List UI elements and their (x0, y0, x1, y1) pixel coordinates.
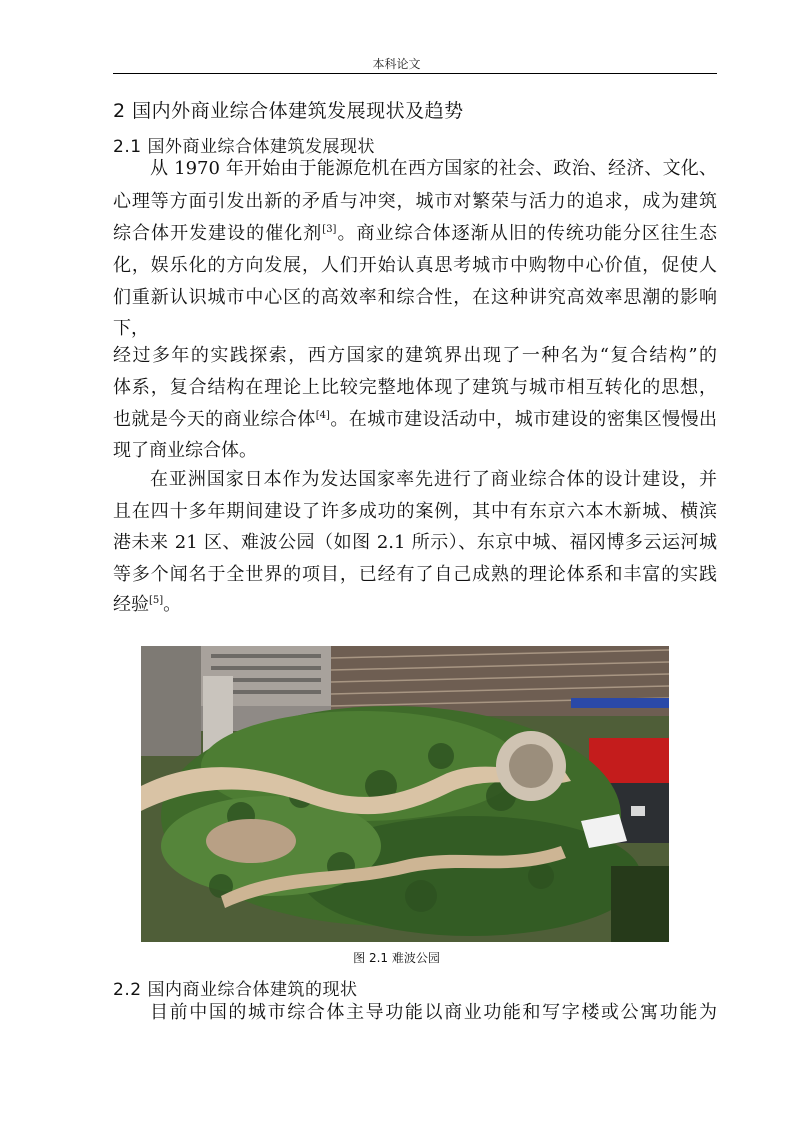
paragraph-line: 们重新认识城市中心区的高效率和综合性，在这种讲究高效率思潮的影响 (113, 287, 717, 308)
paragraph-line: 综合体开发建设的催化剂[3]。商业综合体逐渐从旧的传统功能分区往生态 (113, 223, 718, 244)
paragraph-line: 且在四十多年期间建设了许多成功的案例，其中有东京六本木新城、横滨 (113, 501, 717, 522)
paragraph-line: 化，娱乐化的方向发展，人们开始认真思考城市中购物中心价值，促使人 (113, 255, 717, 276)
running-header: 本科论文 (372, 57, 421, 71)
paragraph-line: 下， (113, 318, 149, 339)
chapter-heading: 2 国内外商业综合体建筑发展现状及趋势 (113, 100, 464, 122)
citation-ref: [4] (315, 410, 330, 421)
paragraph-line: 也就是今天的商业综合体[4]。在城市建设活动中，城市建设的密集区慢慢出 (113, 409, 718, 430)
aerial-photo-namba-parks (141, 646, 669, 942)
paragraph-line: 等多个闻名于全世界的项目，已经有了自己成熟的理论体系和丰富的实践 (113, 564, 717, 585)
paragraph-line: 从 1970 年开始由于能源危机在西方国家的社会、政治、经济、文化、 (150, 158, 717, 179)
paragraph-line: 港未来 21 区、难波公园（如图 2.1 所示）、东京中城、福冈博多云运河城 (113, 532, 717, 553)
citation-ref: [3] (322, 224, 337, 235)
paragraph-line: 经验[5]。 (113, 594, 182, 615)
figure-caption: 图 2.1 难波公园 (353, 951, 440, 965)
paragraph-line: 体系，复合结构在理论上比较完整地体现了建筑与城市相互转化的思想， (113, 377, 717, 398)
paragraph-line: 在亚洲国家日本作为发达国家率先进行了商业综合体的设计建设，并 (150, 469, 717, 490)
citation-ref: [5] (149, 595, 164, 606)
paragraph-line: 目前中国的城市综合体主导功能以商业功能和写字楼或公寓功能为 (150, 1002, 717, 1023)
section-heading-2-2: 2.2 国内商业综合体建筑的现状 (113, 980, 358, 1000)
paragraph-line: 现了商业综合体。 (113, 440, 257, 461)
paragraph-line: 经过多年的实践探索，西方国家的建筑界出现了一种名为“复合结构”的 (113, 345, 717, 366)
section-heading-2-1: 2.1 国外商业综合体建筑发展现状 (113, 137, 375, 157)
paragraph-line: 心理等方面引发出新的矛盾与冲突，城市对繁荣与活力的追求，成为建筑 (113, 191, 717, 212)
header-rule (113, 73, 717, 74)
